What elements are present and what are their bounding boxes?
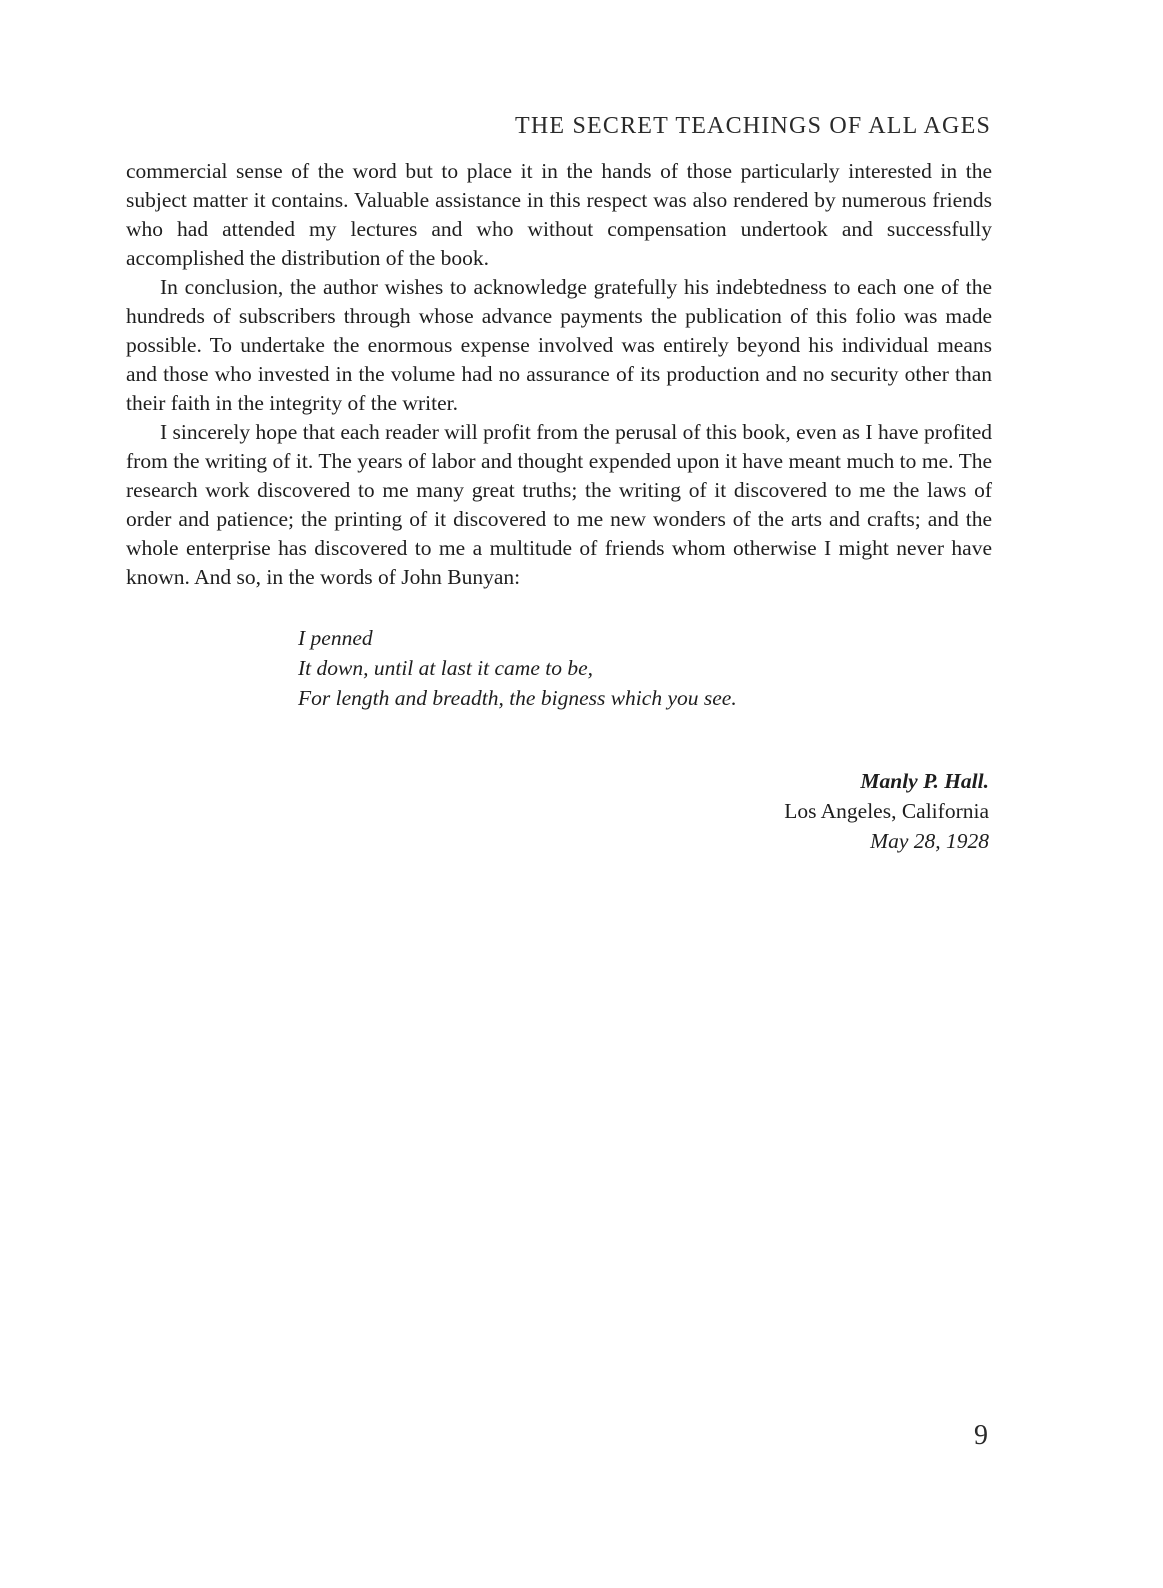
paragraph-conclusion: In conclusion, the author wishes to acknowledge gratefully his indebtedness to each one of the hundreds of subscribers through whose advance payments the publication of this folio was made possible. To undertake the enormous expense involved was entirely beyond his individual means and those who invested in the volume had no assurance of its production and no security other than their faith in the integrity of the writer. <box>126 275 992 415</box>
signature-place: Los Angeles, California <box>784 799 989 823</box>
signature-date: May 28, 1928 <box>870 829 989 853</box>
bunyan-verse <box>298 623 737 713</box>
verse-line: For length and breadth, the bigness which you see. <box>298 686 737 710</box>
verse-line: It down, until at last it came to be, <box>298 656 594 680</box>
body-text <box>126 157 992 592</box>
page-number: 9 <box>974 1420 988 1451</box>
running-head: THE SECRET TEACHINGS OF ALL AGES <box>515 113 991 139</box>
paragraph-continuation: commercial sense of the word but to place it in the hands of those particularly interested in the subject matter it contains. Valuable assistance in this respect was also rendered by numerous friends who had attended my lectures and who without compensation undertook and successfully accomplished the distribution of the book. <box>126 159 992 270</box>
author-name: Manly P. Hall. <box>860 769 989 793</box>
paragraph-closing: I sincerely hope that each reader will profit from the perusal of this book, even as I have profited from the writing of it. The years of labor and thought expended upon it have meant much to me. The research work discovered to me many great truths; the writing of it discovered to me the laws of order and patience; the printing of it discovered to me new wonders of the arts and crafts; and the whole enterprise has discovered to me a multitude of friends whom otherwise I might never have known. And so, in the words of John Bunyan: <box>126 420 992 589</box>
signature-block <box>784 766 989 856</box>
verse-line: I penned <box>298 626 373 650</box>
